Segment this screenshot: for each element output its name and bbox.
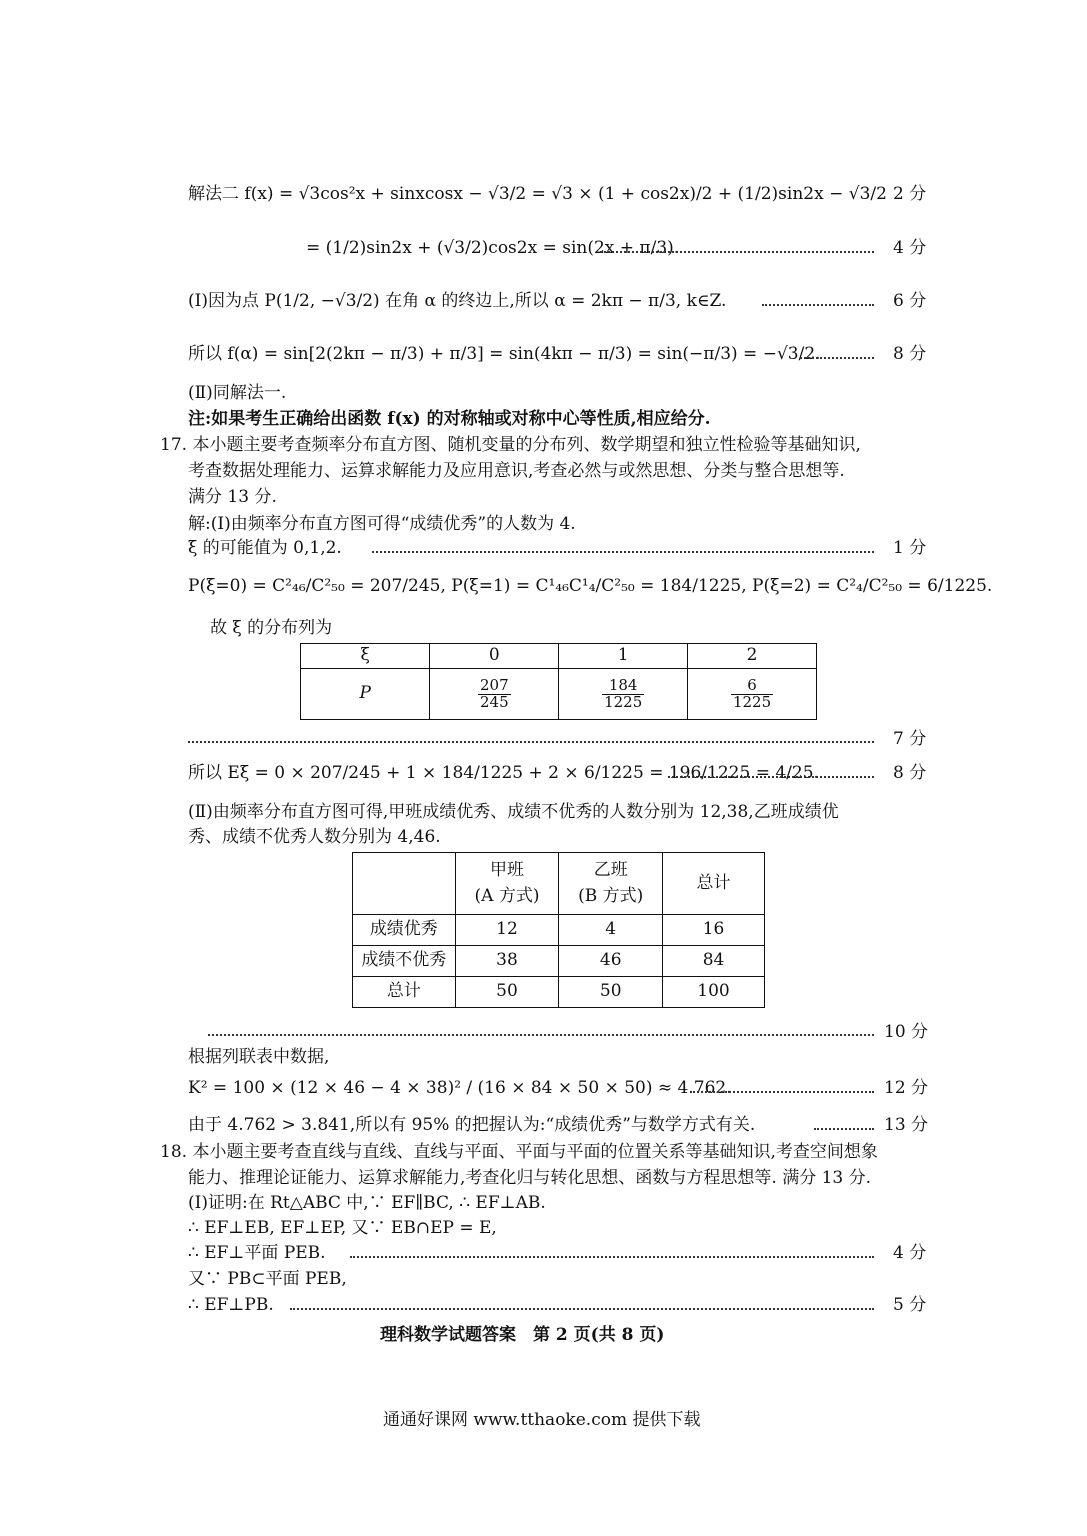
table-cell: 12 bbox=[455, 915, 559, 946]
leader-dots bbox=[188, 741, 874, 743]
score-7: 7 分 bbox=[893, 729, 927, 749]
table-header-cell: 乙班 (B 方式) bbox=[559, 853, 663, 915]
q17-part2-1: (Ⅱ)由频率分布直方图可得,甲班成绩优秀、成绩不优秀的人数分别为 12,38,乙班成绩优 bbox=[188, 802, 839, 822]
table-cell: 84 bbox=[663, 946, 765, 977]
table-cell: 46 bbox=[559, 946, 663, 977]
score-6: 6 分 bbox=[893, 291, 927, 311]
table-cell: 50 bbox=[559, 977, 663, 1008]
score-2: 2 分 bbox=[893, 184, 927, 204]
q17-intro-2: 考查数据处理能力、运算求解能力及应用意识,考查必然与或然思想、分类与整合思想等. bbox=[188, 461, 845, 481]
leader-dots bbox=[600, 251, 874, 253]
fraction: $\frac{184}{1225}$ bbox=[604, 675, 643, 711]
score-1: 1 分 bbox=[893, 538, 927, 558]
q17-part2-2: 秀、成绩不优秀人数分别为 4,46. bbox=[188, 827, 441, 847]
leader-dots bbox=[690, 1091, 874, 1093]
table-header-cell bbox=[353, 853, 456, 915]
score-10: 10 分 bbox=[884, 1022, 929, 1042]
distribution-intro: 故 ξ 的分布列为 bbox=[210, 618, 333, 638]
table-row-label: P bbox=[301, 669, 430, 720]
table-header-cell: ξ bbox=[301, 644, 430, 669]
score-8: 8 分 bbox=[893, 763, 927, 783]
q18-intro-2: 能力、推理论证能力、运算求解能力,考查化归与转化思想、函数与方程思想等. 满分 13 分. bbox=[188, 1168, 872, 1188]
distribution-table bbox=[300, 643, 817, 720]
table-cell: 16 bbox=[663, 915, 765, 946]
q17-solution-1: 解:(Ⅰ)由频率分布直方图可得“成绩优秀”的人数为 4. bbox=[188, 514, 576, 534]
score-8: 8 分 bbox=[893, 344, 927, 364]
q18-proof-3: ∴ EF⊥平面 PEB. bbox=[188, 1243, 326, 1263]
note: 注:如果考生正确给出函数 f(x) 的对称轴或对称中心等性质,相应给分. bbox=[188, 409, 711, 429]
leader-dots bbox=[208, 1034, 874, 1036]
leader-dots bbox=[668, 776, 874, 778]
expectation: 所以 Eξ = 0 × 207/245 + 1 × 184/1225 + 2 × 6/1225 = 196/1225 = 4/25. bbox=[188, 763, 819, 783]
table-cell: 50 bbox=[455, 977, 559, 1008]
q17-intro-3: 满分 13 分. bbox=[188, 487, 277, 507]
score-13: 13 分 bbox=[884, 1115, 929, 1135]
leader-dots bbox=[372, 551, 874, 553]
part2-line: (Ⅱ)同解法一. bbox=[188, 383, 287, 403]
table-header-cell: 2 bbox=[688, 644, 817, 669]
f-alpha-line: 所以 f(α) = sin[2(2kπ − π/3) + π/3] = sin(4kπ − π/3) = sin(−π/3) = −√3/2. bbox=[188, 344, 821, 364]
conclusion: 由于 4.762 > 3.841,所以有 95% 的把握认为:“成绩优秀”与数学方式有关. bbox=[188, 1115, 756, 1135]
q17-intro-1: 17. 本小题主要考查频率分布直方图、随机变量的分布列、数学期望和独立性检验等基础知识, bbox=[160, 435, 861, 455]
probabilities: P(ξ=0) = C²₄₆/C²₅₀ = 207/245, P(ξ=1) = C¹₄₆C¹₄/C²₅₀ = 184/1225, P(ξ=2) = C²₄/C²₅₀ = 6/1225. bbox=[188, 576, 993, 596]
part1-line: (Ⅰ)因为点 P(1/2, −√3/2) 在角 α 的终边上,所以 α = 2kπ − π/3, k∈Z. bbox=[188, 291, 727, 311]
table-row-label: 成绩不优秀 bbox=[353, 946, 456, 977]
solution-line-1: 解法二 f(x) = √3cos²x + sinxcosx − √3/2 = √3 × (1 + cos2x)/2 + (1/2)sin2x − √3/2 bbox=[188, 186, 873, 203]
table-cell: 4 bbox=[559, 915, 663, 946]
score-4: 4 分 bbox=[893, 238, 927, 258]
contingency-table bbox=[352, 852, 765, 1008]
table-header-cell: 0 bbox=[430, 644, 559, 669]
table-cell: 38 bbox=[455, 946, 559, 977]
k2-intro: 根据列联表中数据, bbox=[188, 1047, 330, 1067]
table-row-label: 总计 bbox=[353, 977, 456, 1008]
table-cell bbox=[559, 669, 688, 720]
leader-dots bbox=[762, 304, 874, 306]
table-header-cell: 总计 bbox=[663, 853, 765, 915]
source-line: 通通好课网 www.tthaoke.com 提供下载 bbox=[383, 1410, 701, 1430]
score-5: 5 分 bbox=[893, 1295, 927, 1315]
fraction: $\frac{6}{1225}$ bbox=[732, 675, 772, 711]
q17-solution-2: ξ 的可能值为 0,1,2. bbox=[188, 538, 342, 558]
table-cell bbox=[430, 669, 559, 720]
table-cell: 100 bbox=[663, 977, 765, 1008]
table-header-cell: 甲班 (A 方式) bbox=[455, 853, 559, 915]
table-header-cell: 1 bbox=[559, 644, 688, 669]
k2-formula: K² = 100 × (12 × 46 − 4 × 38)² / (16 × 84 × 50 × 50) ≈ 4.762. bbox=[188, 1078, 732, 1098]
page-footer: 理科数学试题答案 第 2 页(共 8 页) bbox=[380, 1325, 665, 1345]
q18-proof-1: (Ⅰ)证明:在 Rt△ABC 中,∵ EF∥BC, ∴ EF⊥AB. bbox=[188, 1193, 546, 1213]
score-12: 12 分 bbox=[884, 1078, 929, 1098]
table-row-label: 成绩优秀 bbox=[353, 915, 456, 946]
leader-dots bbox=[350, 1256, 874, 1258]
leader-dots bbox=[290, 1308, 874, 1310]
score-4: 4 分 bbox=[893, 1243, 927, 1263]
fraction: $\frac{207}{245}$ bbox=[480, 675, 509, 711]
solution-line-2: = (1/2)sin2x + (√3/2)cos2x = sin(2x + π/3). bbox=[306, 238, 680, 258]
q18-intro-1: 18. 本小题主要考查直线与直线、直线与平面、平面与平面的位置关系等基础知识,考查空间想象 bbox=[160, 1142, 878, 1162]
q18-proof-5: ∴ EF⊥PB. bbox=[188, 1295, 274, 1315]
table-cell bbox=[688, 669, 817, 720]
leader-dots bbox=[814, 1128, 874, 1130]
q18-proof-2: ∴ EF⊥EB, EF⊥EP, 又∵ EB∩EP = E, bbox=[188, 1218, 497, 1238]
q18-proof-4: 又∵ PB⊂平面 PEB, bbox=[188, 1269, 347, 1289]
leader-dots bbox=[800, 357, 874, 359]
